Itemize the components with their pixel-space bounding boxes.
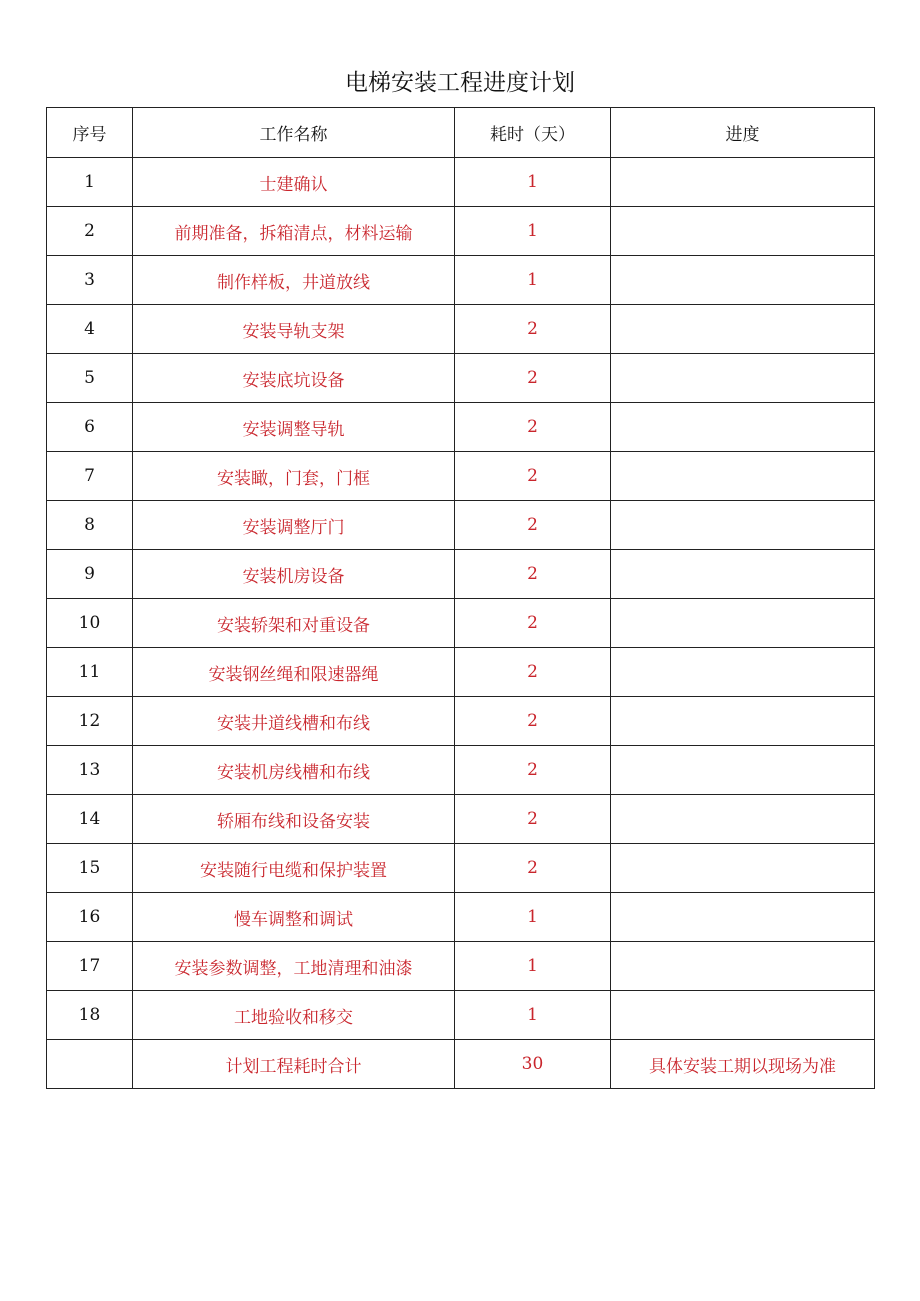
task-name: 安装机房线槽和布线 (133, 746, 455, 795)
task-progress (611, 746, 875, 795)
task-name: 慢车调整和调试 (133, 893, 455, 942)
table-row (47, 599, 875, 648)
task-progress (611, 501, 875, 550)
task-days: 1 (455, 256, 611, 305)
table-row (47, 991, 875, 1040)
task-name: 安装钢丝绳和限速器绳 (133, 648, 455, 697)
task-progress (611, 207, 875, 256)
task-progress (611, 256, 875, 305)
task-days: 1 (455, 942, 611, 991)
task-progress (611, 550, 875, 599)
header-no: 序号 (47, 108, 133, 158)
table-row (47, 746, 875, 795)
table-row (47, 697, 875, 746)
header-progress: 进度 (611, 108, 875, 158)
row-number: 10 (47, 599, 133, 648)
task-days: 2 (455, 648, 611, 697)
task-progress (611, 305, 875, 354)
row-number: 15 (47, 844, 133, 893)
table-row (47, 354, 875, 403)
task-name: 轿厢布线和设备安装 (133, 795, 455, 844)
task-name: 安装轿架和对重设备 (133, 599, 455, 648)
task-progress (611, 991, 875, 1040)
row-number: 18 (47, 991, 133, 1040)
table-row (47, 893, 875, 942)
table-row (47, 844, 875, 893)
task-days: 2 (455, 844, 611, 893)
header-row (47, 108, 875, 158)
page-title: 电梯安装工程进度计划 (345, 70, 575, 96)
task-name: 安装参数调整，工地清理和油漆 (133, 942, 455, 991)
header-task: 工作名称 (133, 108, 455, 158)
task-days: 1 (455, 207, 611, 256)
row-number: 5 (47, 354, 133, 403)
row-number: 1 (47, 158, 133, 207)
table-row (47, 256, 875, 305)
task-days: 2 (455, 354, 611, 403)
task-progress (611, 795, 875, 844)
table-row (47, 550, 875, 599)
table-row (47, 648, 875, 697)
task-name: 安装瞰，门套，门框 (133, 452, 455, 501)
task-days: 2 (455, 795, 611, 844)
total-days: 30 (455, 1040, 611, 1089)
task-days: 2 (455, 305, 611, 354)
table-row (47, 795, 875, 844)
task-name: 安装调整厅门 (133, 501, 455, 550)
task-name: 安装底坑设备 (133, 354, 455, 403)
task-days: 2 (455, 501, 611, 550)
total-label: 计划工程耗时合计 (133, 1040, 455, 1089)
task-days: 1 (455, 893, 611, 942)
task-days: 2 (455, 403, 611, 452)
task-progress (611, 697, 875, 746)
row-number: 6 (47, 403, 133, 452)
task-name: 安装导轨支架 (133, 305, 455, 354)
task-days: 2 (455, 452, 611, 501)
row-number: 4 (47, 305, 133, 354)
task-days: 2 (455, 697, 611, 746)
task-progress (611, 844, 875, 893)
table-row (47, 403, 875, 452)
row-number: 13 (47, 746, 133, 795)
task-days: 1 (455, 158, 611, 207)
task-progress (611, 452, 875, 501)
task-name: 安装井道线槽和布线 (133, 697, 455, 746)
task-days: 2 (455, 746, 611, 795)
task-days: 2 (455, 599, 611, 648)
task-name: 士建确认 (133, 158, 455, 207)
task-progress (611, 354, 875, 403)
task-progress (611, 158, 875, 207)
task-name: 安装机房设备 (133, 550, 455, 599)
task-progress (611, 648, 875, 697)
task-name: 工地验收和移交 (133, 991, 455, 1040)
row-number: 12 (47, 697, 133, 746)
total-note: 具体安装工期以现场为准 (611, 1040, 875, 1089)
total-row (47, 1040, 875, 1089)
task-progress (611, 893, 875, 942)
task-progress (611, 599, 875, 648)
task-days: 2 (455, 550, 611, 599)
row-number: 16 (47, 893, 133, 942)
total-number (47, 1040, 133, 1089)
row-number: 9 (47, 550, 133, 599)
task-name: 安装调整导轨 (133, 403, 455, 452)
row-number: 11 (47, 648, 133, 697)
table-row (47, 452, 875, 501)
table-row (47, 207, 875, 256)
row-number: 2 (47, 207, 133, 256)
table-row (47, 158, 875, 207)
schedule-table (46, 107, 875, 1089)
task-days: 1 (455, 991, 611, 1040)
task-progress (611, 403, 875, 452)
table-row (47, 942, 875, 991)
task-name: 制作样板，井道放线 (133, 256, 455, 305)
table-body (47, 158, 875, 1089)
task-name: 安装随行电缆和保护装置 (133, 844, 455, 893)
task-name: 前期准备，拆箱清点，材料运输 (133, 207, 455, 256)
row-number: 7 (47, 452, 133, 501)
task-progress (611, 942, 875, 991)
header-days: 耗时（天） (455, 108, 611, 158)
row-number: 17 (47, 942, 133, 991)
table-row (47, 305, 875, 354)
row-number: 14 (47, 795, 133, 844)
row-number: 3 (47, 256, 133, 305)
row-number: 8 (47, 501, 133, 550)
table-row (47, 501, 875, 550)
